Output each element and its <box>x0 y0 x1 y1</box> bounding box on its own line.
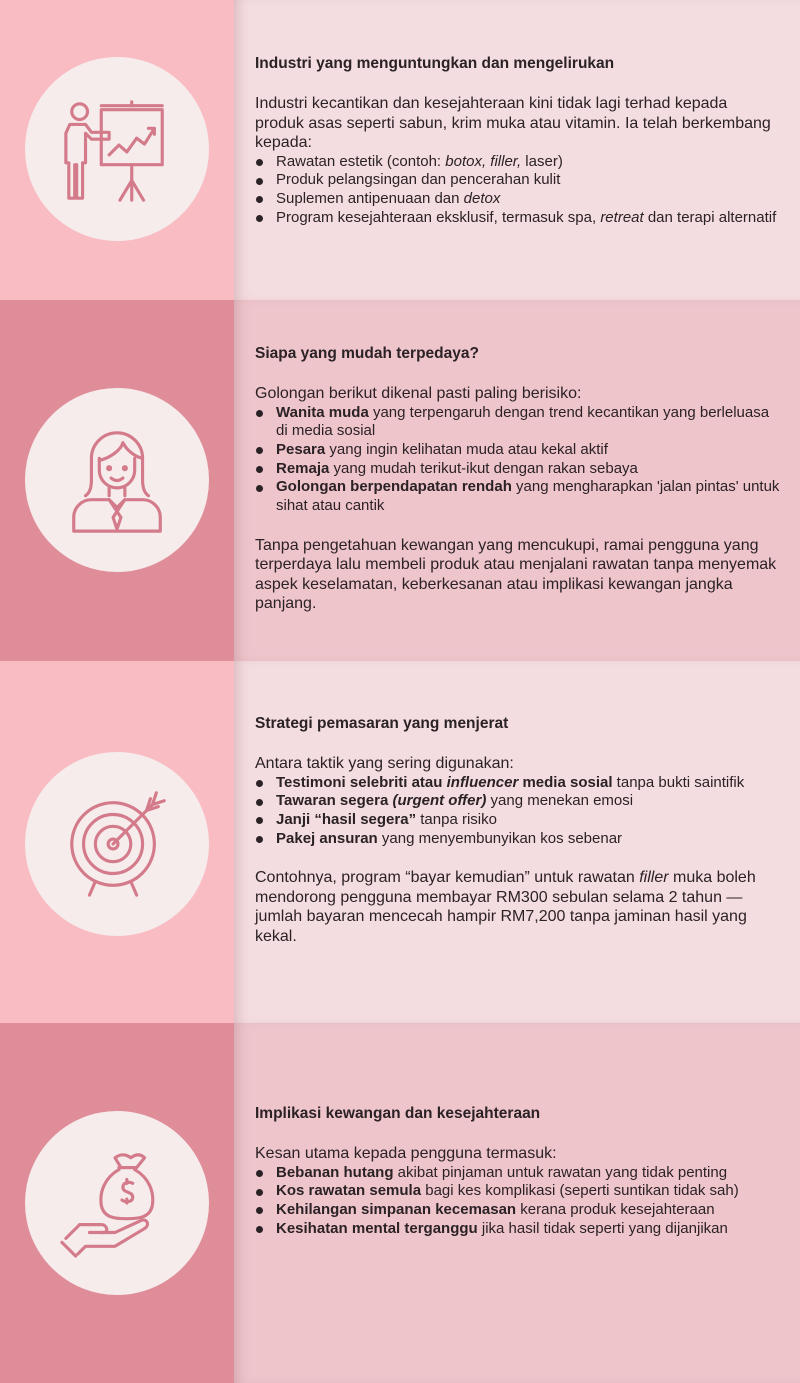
list-item: Bebanan hutang akibat pinjaman untuk rawatan yang tidak penting <box>255 1164 780 1183</box>
bullet-list <box>255 774 780 849</box>
list-item: Program kesejahteraan eksklusif, termasuk spa, retreat dan terapi alternatif <box>255 209 780 228</box>
bullet-list <box>255 153 780 228</box>
section-icon-panel <box>0 0 234 300</box>
section-marketing <box>0 661 800 1023</box>
icon-circle <box>25 1111 209 1295</box>
section-intro: Kesan utama kepada pengguna termasuk: <box>255 1145 557 1162</box>
list-item: Kesihatan mental terganggu jika hasil tidak seperti yang dijanjikan <box>255 1220 780 1239</box>
list-item: Suplemen antipenuaan dan detox <box>255 190 780 209</box>
section-heading: Industri yang menguntungkan dan mengelirukan <box>255 55 615 72</box>
section-icon-panel <box>0 1023 234 1383</box>
section-icon-panel <box>0 661 234 1023</box>
list-item: Rawatan estetik (contoh: botox, filler, laser) <box>255 153 780 172</box>
section-heading: Siapa yang mudah terpedaya? <box>255 345 479 362</box>
icon-circle <box>25 388 209 572</box>
section-implications <box>0 1023 800 1383</box>
list-item: Golongan berpendapatan rendah yang mengharapkan 'jalan pintas' untuk sihat atau cantik <box>255 478 780 515</box>
list-item: Kos rawatan semula bagi kes komplikasi (seperti suntikan tidak sah) <box>255 1182 780 1201</box>
money-bag-hand-icon <box>58 1144 176 1262</box>
list-item: Kehilangan simpanan kecemasan kerana produk kesejahteraan <box>255 1201 780 1220</box>
section-intro: Golongan berikut dikenal pasti paling berisiko: <box>255 385 582 402</box>
list-item: Wanita muda yang terpengaruh dengan trend kecantikan yang berleluasa di media sosial <box>255 404 780 441</box>
section-text-panel <box>234 0 800 300</box>
section-heading: Implikasi kewangan dan kesejahteraan <box>255 1105 541 1122</box>
list-item: Janji “hasil segera” tanpa risiko <box>255 811 780 830</box>
section-heading: Strategi pemasaran yang menjerat <box>255 715 509 732</box>
section-text-panel <box>234 300 800 661</box>
section-text-panel <box>234 661 800 1023</box>
icon-circle <box>25 752 209 936</box>
list-item: Produk pelangsingan dan pencerahan kulit <box>255 171 780 190</box>
section-text-panel <box>234 1023 800 1383</box>
woman-avatar-icon <box>58 421 176 539</box>
list-item: Remaja yang mudah terikut-ikut dengan rakan sebaya <box>255 460 780 479</box>
list-item: Tawaran segera (urgent offer) yang menekan emosi <box>255 792 780 811</box>
list-item: Pakej ansuran yang menyembunyikan kos sebenar <box>255 830 780 849</box>
section-icon-panel <box>0 300 234 661</box>
list-item: Pesara yang ingin kelihatan muda atau kekal aktif <box>255 441 780 460</box>
list-item: Testimoni selebriti atau influencer media sosial tanpa bukti saintifik <box>255 774 780 793</box>
section-intro: Industri kecantikan dan kesejahteraan kini tidak lagi terhad kepada produk asas seperti sabun, krim muka atau vitamin. Ia telah berkembang kepada: <box>255 95 771 151</box>
target-arrow-icon <box>58 785 176 903</box>
section-vulnerable <box>0 300 800 661</box>
section-intro: Antara taktik yang sering digunakan: <box>255 755 514 772</box>
section-outro: Contohnya, program “bayar kemudian” untuk rawatan filler muka boleh mendorong pengguna membayar RM300 sebulan selama 2 tahun — jumlah bayaran mencecah hampir RM7,200 tanpa jaminan hasil yang kekal. <box>255 869 756 945</box>
section-outro: Tanpa pengetahuan kewangan yang mencukupi, ramai pengguna yang terperdaya lalu membeli produk atau menjalani rawatan tanpa menyemak aspek keselamatan, keberkesanan atau implikasi kewangan jangka panjang. <box>255 536 777 613</box>
section-industry <box>0 0 800 300</box>
bullet-list <box>255 1164 780 1239</box>
icon-circle <box>25 57 209 241</box>
presentation-chart-icon <box>58 90 176 208</box>
bullet-list <box>255 404 780 516</box>
